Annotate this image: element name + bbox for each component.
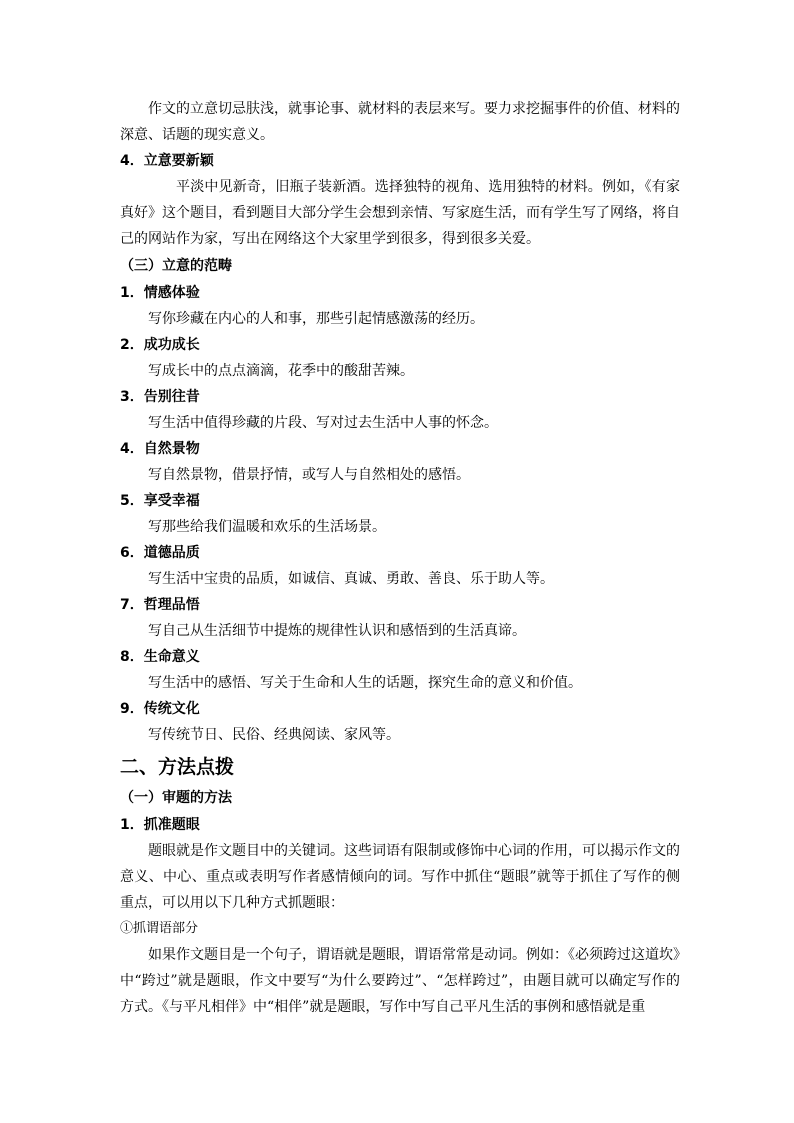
scope-item-text: 写你珍藏在内心的人和事，那些引起情感激荡的经历。 bbox=[148, 311, 484, 327]
heading-key-word: 1．抓准题眼 bbox=[120, 817, 200, 833]
scope-item-heading: 8．生命意义 bbox=[120, 649, 200, 665]
scope-item-heading: 6．道德品质 bbox=[120, 545, 200, 561]
scope-item-7 bbox=[120, 592, 680, 644]
scope-item-text: 写那些给我们温暖和欢乐的生活场景。 bbox=[148, 519, 386, 535]
method-paragraph-1: 题眼就是作文题目中的关键词。这些词语有限制或修饰中心词的作用，可以揭示作文的意义、中心、重点或表明写作者感情倾向的词。写作中抓住“题眼”就等于抓住了写作的侧重点，可以用以下几种方式抓题眼： bbox=[120, 843, 680, 911]
scope-item-heading: 3．告别往昔 bbox=[120, 389, 200, 405]
scope-item-heading: 2．成功成长 bbox=[120, 337, 200, 353]
scope-item-6 bbox=[120, 540, 680, 592]
scope-item-3 bbox=[120, 384, 680, 436]
document-page bbox=[120, 96, 680, 1020]
scope-item-text: 写生活中宝贵的品质，如诚信、真诚、勇敢、善良、乐于助人等。 bbox=[148, 571, 554, 587]
scope-item-text: 写传统节日、民俗、经典阅读、家风等。 bbox=[148, 727, 400, 743]
scope-item-text: 写自己从生活细节中提炼的规律性认识和感悟到的生活真谛。 bbox=[148, 623, 526, 639]
scope-item-9 bbox=[120, 696, 680, 748]
method-paragraph-2: 如果作文题目是一个句子，谓语就是题眼，谓语常常是动词。例如：《必须跨过这道坎》中“跨过”就是题眼，作文中要写“为什么要跨过”、“怎样跨过”，由题目就可以确定写作的方式。《与平凡相伴》中“相伴”就是题眼，写作中写自己平凡生活的事例和感悟就是重 bbox=[120, 947, 680, 1015]
section-title-scope: （三）立意的范畴 bbox=[120, 258, 232, 274]
subsection-title-review: （一）审题的方法 bbox=[120, 790, 232, 806]
scope-item-1 bbox=[120, 280, 680, 332]
circled-subheading-predicate: ①抓谓语部分 bbox=[120, 921, 199, 936]
intro-paragraph-1: 作文的立意切忌肤浅，就事论事、就材料的表层来写。要力求挖掘事件的价值、材料的深意、话题的现实意义。 bbox=[120, 101, 680, 143]
scope-item-heading: 5．享受幸福 bbox=[120, 493, 200, 509]
scope-item-5 bbox=[120, 488, 680, 540]
scope-item-4 bbox=[120, 436, 680, 488]
scope-item-2 bbox=[120, 332, 680, 384]
scope-item-heading: 4．自然景物 bbox=[120, 441, 200, 457]
scope-item-heading: 7．哲理品悟 bbox=[120, 597, 200, 613]
scope-item-text: 写成长中的点点滴滴，花季中的酸甜苦辣。 bbox=[148, 363, 414, 379]
scope-item-text: 写生活中值得珍藏的片段、写对过去生活中人事的怀念。 bbox=[148, 415, 498, 431]
intro-paragraph-2: 平淡中见新奇，旧瓶子装新酒。选择独特的视角、选用独特的材料。例如，《有家真好》这个题目，看到题目大部分学生会想到亲情、写家庭生活，而有学生写了网络，将自己的网站作为家，写出在网络这个大家里学到很多，得到很多关爱。 bbox=[120, 179, 680, 247]
scope-item-text: 写生活中的感悟、写关于生命和人生的话题，探究生命的意义和价值。 bbox=[148, 675, 582, 691]
scope-item-heading: 9．传统文化 bbox=[120, 701, 200, 717]
section-title-method: 二、方法点拨 bbox=[120, 756, 235, 778]
scope-item-8 bbox=[120, 644, 680, 696]
heading-innovative-theme: 4．立意要新颖 bbox=[120, 153, 214, 169]
scope-item-text: 写自然景物，借景抒情，或写人与自然相处的感悟。 bbox=[148, 467, 470, 483]
scope-item-heading: 1．情感体验 bbox=[120, 285, 200, 301]
